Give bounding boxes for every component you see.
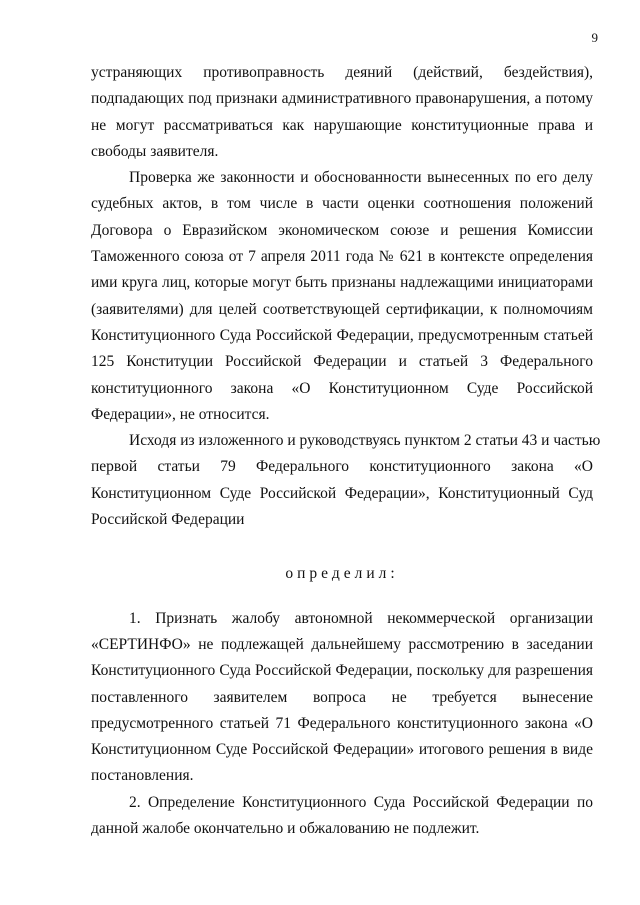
paragraph-verification bbox=[91, 165, 593, 428]
text-line: предусмотренного статьей 71 Федерального конституционного закона «О bbox=[91, 714, 593, 732]
text-line: устраняющих противоправность деяний (действий, бездействия), bbox=[91, 64, 593, 81]
text-line: 2. Определение Конституционного Суда Российской Федерации по bbox=[129, 793, 593, 811]
decision-heading: определил: bbox=[285, 565, 399, 583]
text-line: (заявителями) для целей соответствующей сертификации, к полномочиям bbox=[91, 300, 593, 318]
text-line: «СЕРТИНФО» не подлежащей дальнейшему рассмотрению в заседании bbox=[91, 635, 593, 653]
text-line: не могут рассматриваться как нарушающие конституционные права и bbox=[91, 116, 593, 134]
text-line: Конституционном Суде Российской Федерации», Конституционный Суд bbox=[91, 484, 593, 502]
text-line: подпадающих под признаки административного правонарушения, а потому bbox=[91, 90, 593, 108]
text-line: Исходя из изложенного и руководствуясь пунктом 2 статьи 43 и частью bbox=[129, 432, 601, 450]
paragraph-basis bbox=[91, 428, 601, 533]
document-body bbox=[91, 60, 601, 842]
text-line: конституционного закона «О Конституционном Суде Российской bbox=[91, 379, 593, 397]
resolution-item-1 bbox=[91, 606, 593, 790]
text-line: Договора о Евразийском экономическом союзе и решения Комиссии bbox=[91, 221, 593, 239]
text-line: постановления. bbox=[91, 767, 194, 785]
text-line: Конституционного Суда Российской Федерации, поскольку для разрешения bbox=[91, 662, 593, 680]
text-line: Российской Федерации bbox=[91, 511, 245, 529]
text-line: ими круга лиц, которые могут быть признаны надлежащими инициаторами bbox=[91, 274, 593, 292]
text-line: данной жалобе окончательно и обжалованию не подлежит. bbox=[91, 820, 480, 838]
resolution-item-2 bbox=[91, 790, 593, 843]
text-line: Конституционного Суда Российской Федерации, предусмотренным статьей bbox=[91, 326, 593, 344]
text-line: первой статьи 79 Федерального конституционного закона «О bbox=[91, 458, 593, 476]
text-line: Конституционном Суде Российской Федерации» итогового решения в виде bbox=[91, 741, 593, 759]
text-line: судебных актов, в том числе в части оценки соотношения положений bbox=[91, 195, 593, 213]
text-line: Федерации», не относится. bbox=[91, 405, 270, 423]
text-line: 125 Конституции Российской Федерации и статьей 3 Федерального bbox=[91, 353, 593, 371]
text-line: Проверка же законности и обоснованности вынесенных по его делу bbox=[129, 169, 593, 187]
text-line: Таможенного союза от 7 апреля 2011 года № 621 в контексте определения bbox=[91, 248, 593, 266]
paragraph-continuation bbox=[91, 60, 593, 165]
text-line: 1. Признать жалобу автономной некоммерческой организации bbox=[129, 609, 593, 627]
text-line: свободы заявителя. bbox=[91, 142, 219, 160]
page-number: 9 bbox=[591, 30, 598, 45]
text-line: поставленного заявителем вопроса не требуется вынесение bbox=[91, 688, 593, 706]
